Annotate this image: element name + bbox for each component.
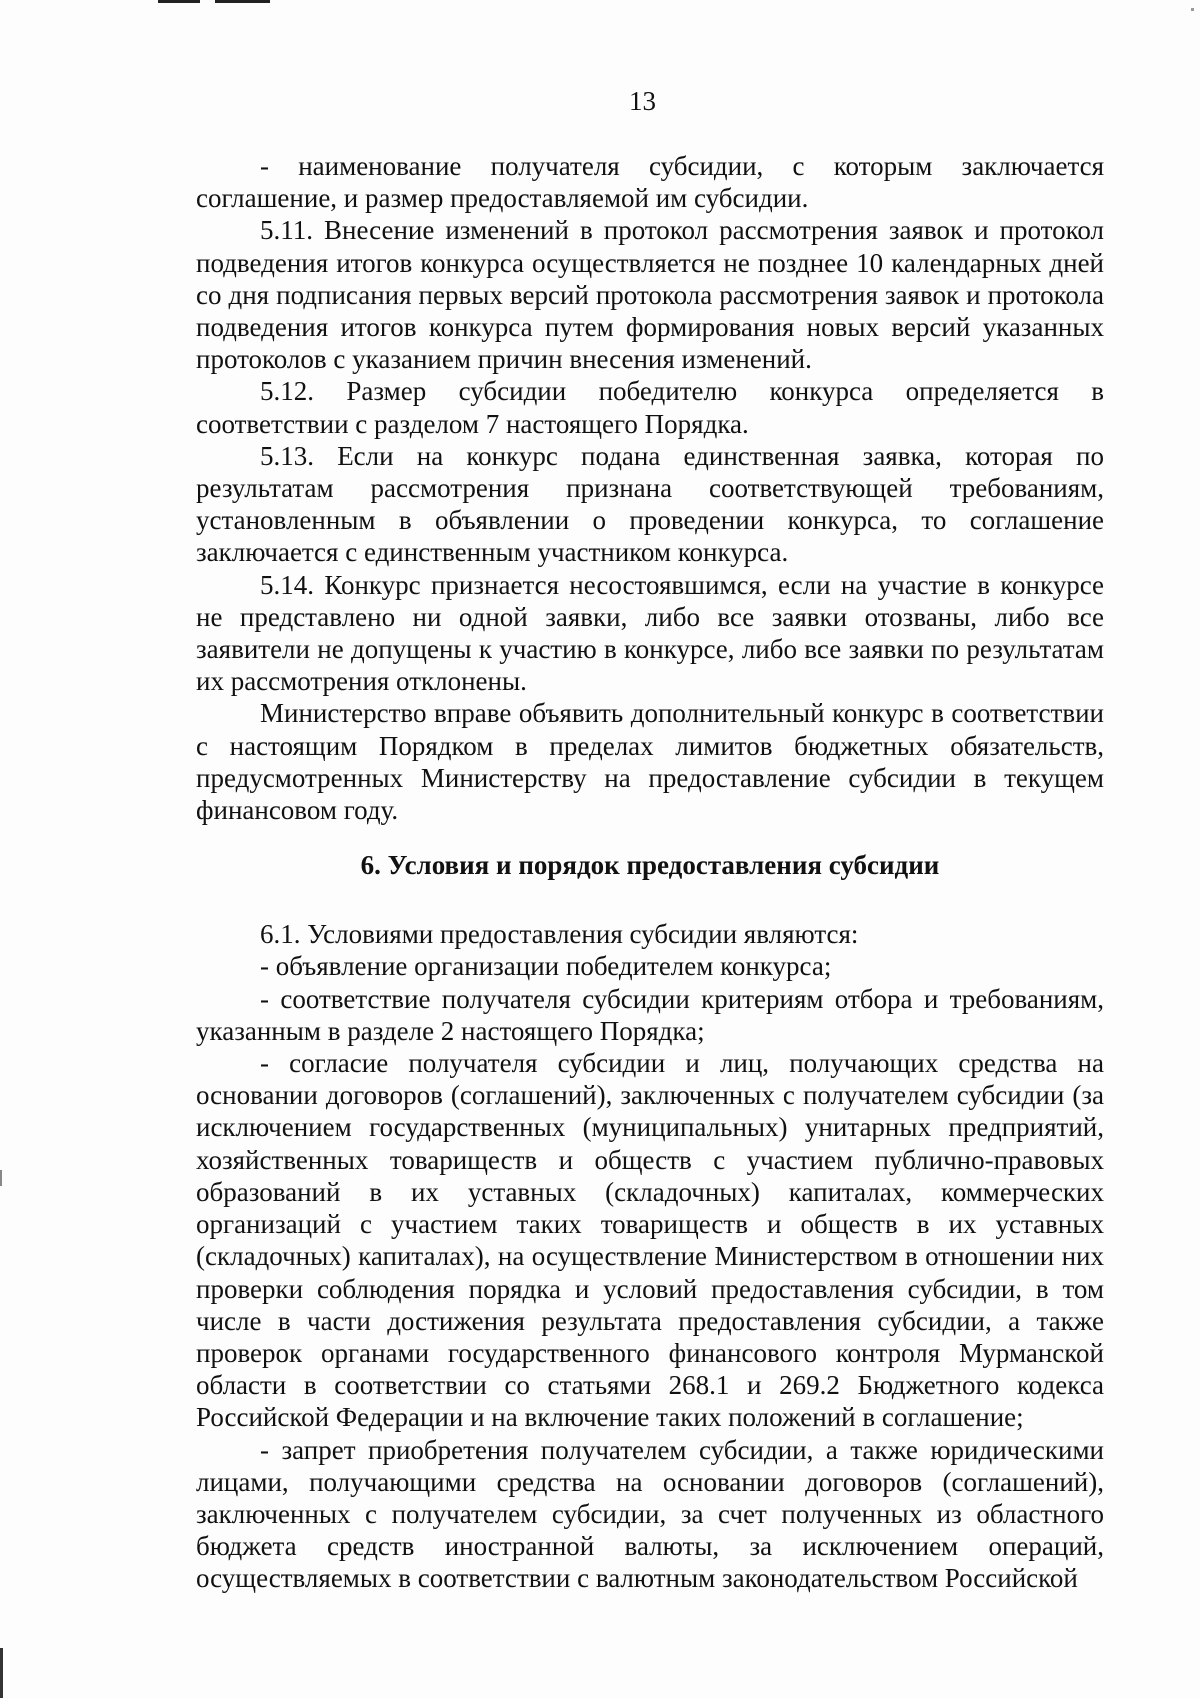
paragraph: 6.1. Условиями предоставления субсидии являются: — [260, 919, 859, 950]
scan-artifact — [158, 0, 200, 3]
list-item: - запрет приобретения получателем субсидии, а также юридическими лицами, получающими средства на основании договоров (соглашений), заключенных с получателем субсидии, за счет полученных из областного бюджета средств иностранной валюты, за исключением операций, осуществляемых в соответствии с валютным законодательством Российской — [196, 1434, 1104, 1594]
paragraph: 5.13. Если на конкурс подана единственная заявка, которая по результатам рассмотрения признана соответствующей требованиям, установленным в объявлении о проведении конкурса, то соглашение заключается с единственным участником конкурса. — [196, 440, 1104, 568]
list-item: - соответствие получателя субсидии критериям отбора и требованиям, указанным в разделе 2 настоящего Порядка; — [196, 983, 1104, 1046]
paragraph: Министерство вправе объявить дополнительный конкурс в соответствии с настоящим Порядком в пределах лимитов бюджетных обязательств, предусмотренных Министерству на предоставление субсидии в текущем финансовом году. — [196, 698, 1104, 826]
paragraph: 5.14. Конкурс признается несостоявшимся, если на участие в конкурсе не представлено ни одной заявки, либо все заявки отозваны, либо все заявители не допущены к участию в конкурсе, либо все заявки по результатам их рассмотрения отклонены. — [196, 569, 1104, 697]
scan-artifact — [0, 1648, 3, 1698]
paragraph: 5.12. Размер субсидии победителю конкурса определяется в соответствии с разделом 7 настоящего Порядка. — [196, 376, 1104, 439]
list-item: - согласие получателя субсидии и лиц, получающих средства на основании договоров (соглашений), заключенных с получателем субсидии (за исключением государственных (муниципальных) унитарных предприятий, хозяйственных товариществ и обществ с участием публично-правовых образований в их уставных (складочных) капиталах, коммерческих организаций с участием таких товариществ и обществ в их уставных (складочных) капиталах), на осуществление Министерством в отношении них проверки соблюдения порядка и условий предоставления субсидии, в том числе в части достижения результата предоставления субсидии, а также проверок органами государственного финансового контроля Мурманской области в соответствии со статьями 268.1 и 269.2 Бюджетного кодекса Российской Федерации и на включение таких положений в соглашение; — [196, 1048, 1104, 1433]
section-heading: 6. Условия и порядок предоставления субсидии — [360, 850, 940, 881]
scan-artifact — [1191, 8, 1194, 11]
page-number: 13 — [629, 86, 656, 116]
scan-artifact — [215, 0, 270, 3]
scan-artifact — [0, 1170, 2, 1186]
paragraph: - наименование получателя субсидии, с которым заключается соглашение, и размер предоставляемой им субсидии. — [196, 151, 1104, 214]
paragraph: 5.11. Внесение изменений в протокол рассмотрения заявок и протокол подведения итогов конкурса осуществляется не позднее 10 календарных дней со дня подписания первых версий протокола рассмотрения заявок и протокола подведения итогов конкурса путем формирования новых версий указанных протоколов с указанием причин внесения изменений. — [196, 215, 1104, 375]
list-item: - объявление организации победителем конкурса; — [260, 951, 832, 982]
document-body — [196, 150, 1104, 1595]
